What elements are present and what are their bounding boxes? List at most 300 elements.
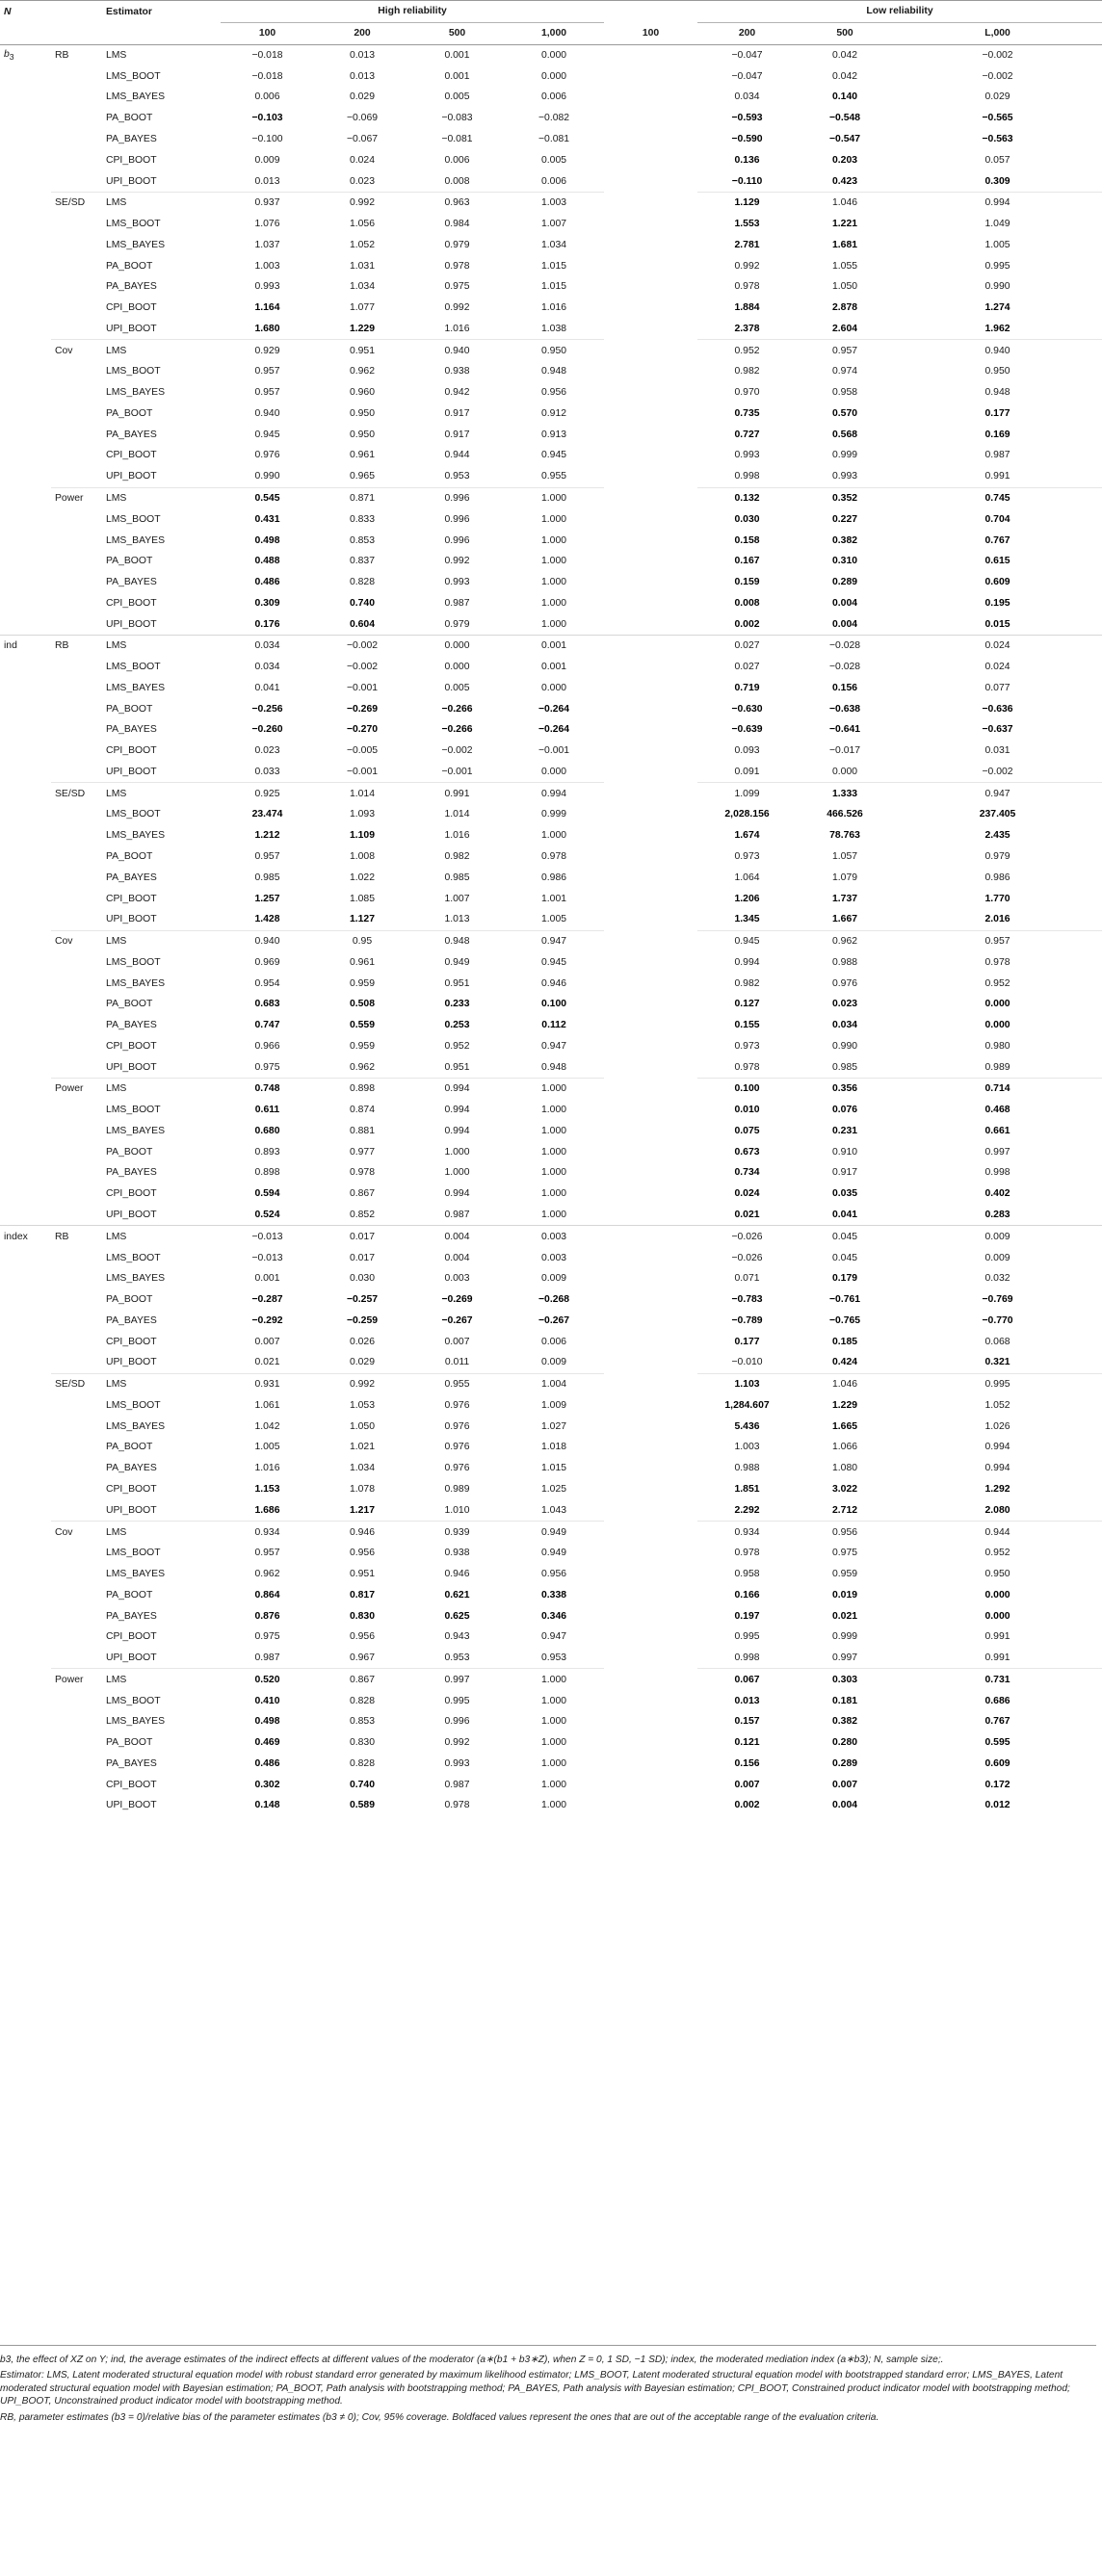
estimator-label: LMS [106,49,127,61]
value-cell: −0.638 [828,703,861,715]
value-cell: 1.027 [541,1420,567,1432]
estimator-label: LMS [102,340,221,361]
value-cell: 0.837 [349,556,375,567]
value-cell: 0.979 [984,851,1010,862]
value-cell: 0.005 [541,154,567,166]
value-cell: 0.000 [541,49,567,61]
column-gap [604,149,697,170]
value-cell: 0.976 [444,1463,470,1474]
value-cell: 0.944 [893,1522,1102,1543]
value-cell: 0.156 [832,682,858,693]
value-cell: 0.976 [444,1442,470,1453]
value-cell: 0.012 [984,1800,1010,1811]
estimator-label: CPI_BOOT [106,1483,157,1495]
value-cell: 0.002 [734,1800,760,1811]
value-cell: 0.976 [254,450,280,461]
value-cell: 0.828 [349,1757,375,1769]
value-cell: 0.132 [697,487,797,508]
value-cell: 0.958 [734,1569,760,1580]
sample-size-header: 200 [354,28,371,39]
value-cell: 0.017 [349,1252,375,1263]
value-cell: 0.934 [697,1522,797,1543]
value-cell: 0.000 [984,999,1010,1010]
column-gap [604,973,697,994]
value-cell: 0.024 [984,662,1010,673]
value-cell: 0.853 [349,1716,375,1728]
value-cell: 0.185 [832,1336,858,1347]
column-gap [604,1310,697,1331]
value-cell: 0.993 [444,577,470,588]
column-gap [604,1458,697,1479]
value-cell: 0.949 [504,1522,604,1543]
value-cell: 0.719 [734,682,760,693]
value-cell: 0.961 [349,956,375,968]
value-cell: 0.075 [734,1125,760,1136]
value-cell: 0.423 [832,175,858,187]
value-cell: 0.940 [893,340,1102,361]
column-gap [604,1669,697,1690]
value-cell: 0.994 [984,1442,1010,1453]
value-cell: 0.727 [734,429,760,440]
column-gap [604,1121,697,1142]
estimator-label: LMS_BOOT [106,219,161,230]
value-cell: 1.129 [697,192,797,213]
value-cell: 1.050 [832,281,858,293]
value-cell: −0.100 [251,133,283,144]
value-cell: 0.748 [221,1079,314,1100]
value-cell: 1.164 [254,302,280,314]
value-cell: −0.639 [731,724,763,736]
value-cell: 0.615 [984,556,1010,567]
value-cell: 1.014 [444,809,470,820]
value-cell: 0.158 [734,534,760,546]
value-cell: 0.026 [349,1336,375,1347]
value-cell: −0.256 [251,703,283,715]
column-gap [604,592,697,613]
table-row [0,1648,1102,1669]
table-row [0,1543,1102,1564]
column-gap [604,214,697,235]
value-cell: 1.000 [541,1695,567,1706]
value-cell: 0.949 [541,1548,567,1559]
criterion-label: RB [55,49,69,61]
value-cell: 0.957 [254,366,280,377]
table-row [0,1669,1102,1690]
value-cell: 0.431 [254,513,280,525]
value-cell: 0.021 [254,1357,280,1368]
value-cell: −0.001 [346,682,379,693]
value-cell: 0.686 [984,1695,1010,1706]
value-cell: 1.003 [734,1442,760,1453]
table-row [0,1289,1102,1311]
value-cell: 0.594 [254,1188,280,1200]
value-cell: 0.956 [541,1569,567,1580]
value-cell: 1.009 [541,1399,567,1411]
value-cell: 2.878 [832,302,858,314]
value-cell: 0.486 [254,1757,280,1769]
value-cell: 1.013 [444,914,470,925]
value-cell: 1.034 [349,1463,375,1474]
value-cell: 0.980 [984,1040,1010,1052]
column-gap [604,487,697,508]
table-row [0,65,1102,87]
value-cell: 0.033 [254,766,280,777]
table-row [0,192,1102,213]
value-cell: 1.099 [697,783,797,804]
table-row [0,318,1102,339]
value-cell: 0.893 [254,1146,280,1158]
column-gap [604,1437,697,1458]
value-cell: 0.830 [349,1610,375,1622]
value-cell: 0.121 [734,1737,760,1749]
estimator-label: CPI_BOOT [106,154,157,166]
column-gap [604,783,697,804]
estimator-label: LMS_BAYES [106,239,166,250]
column-gap [604,87,697,108]
estimator-label: PA_BAYES [106,1314,157,1326]
value-cell: 0.898 [254,1167,280,1179]
value-cell: 0.993 [734,450,760,461]
footnote-estimators: Estimator: LMS, Latent moderated structural equation model with robust standard error generated by maximum likelihood estimator; LMS_BOOT, Latent moderated structural equation model with bootstrapped standard error; LMS_BAYES, Latent moderated structural equation model with Bayesian estimation; PA_BOOT, Path analysis with bootstrapping method; PA_BAYES, Path analysis with Bayesian estimation; CPI_BOOT, Constrained product indicator model with bootstrapping method; UPI_BOOT, Unconstrained product indicator model with bootstrapping method. [0,2370,1070,2407]
value-cell: 1.000 [541,1146,567,1158]
value-cell: 0.013 [254,175,280,187]
value-cell: 0.007 [734,1779,760,1790]
value-cell: 1.103 [697,1373,797,1394]
value-cell: 0.994 [444,1125,470,1136]
column-gap [604,1015,697,1036]
value-cell: 0.034 [221,635,314,656]
value-cell: 0.181 [832,1695,858,1706]
value-cell: 0.985 [832,1061,858,1073]
value-cell: −0.630 [731,703,763,715]
column-gap [604,635,697,656]
value-cell: 0.714 [893,1079,1102,1100]
value-cell: 0.004 [444,1252,470,1263]
value-cell: 0.998 [734,1652,760,1664]
value-cell: 0.939 [410,1522,504,1543]
value-cell: 0.203 [832,154,858,166]
value-cell: 0.559 [349,1020,375,1031]
value-cell: −0.590 [731,133,763,144]
value-cell: 1.055 [832,260,858,272]
value-cell: 1.016 [254,1463,280,1474]
value-cell: 1.770 [984,893,1010,904]
value-cell: 1.066 [832,1442,858,1453]
estimator-label: CPI_BOOT [106,450,157,461]
table-row [0,635,1102,656]
table-row [0,1395,1102,1417]
value-cell: 0.978 [984,956,1010,968]
table-row [0,1732,1102,1754]
value-cell: −0.026 [731,1252,763,1263]
value-cell: 0.309 [254,597,280,609]
value-cell: 0.975 [444,281,470,293]
value-cell: 0.045 [832,1252,858,1263]
table-row [0,1162,1102,1184]
table-row [0,149,1102,170]
value-cell: 0.625 [444,1610,470,1622]
value-cell: 2.712 [832,1504,858,1516]
value-cell: −0.005 [346,745,379,757]
table-row [0,1141,1102,1162]
sample-size-header: 100 [258,28,276,39]
value-cell: 0.956 [349,1548,375,1559]
value-cell: 0.993 [444,1757,470,1769]
value-cell: 1.667 [832,914,858,925]
value-cell: −0.069 [346,113,379,124]
table-row [0,909,1102,930]
estimator-label: CPI_BOOT [106,302,157,314]
column-gap [604,698,697,719]
value-cell: 0.996 [410,487,504,508]
value-cell: 0.948 [984,387,1010,399]
estimator-label: PA_BOOT [106,556,153,567]
table-row [0,1458,1102,1479]
value-cell: −0.765 [828,1314,861,1326]
column-gap [604,1626,697,1648]
value-cell: 0.945 [697,930,797,951]
value-cell: 0.007 [254,1336,280,1347]
value-cell: 0.990 [984,281,1010,293]
column-gap [604,1079,697,1100]
column-gap [604,340,697,361]
value-cell: 0.954 [254,977,280,989]
column-gap [604,1100,697,1121]
value-cell: 0.999 [832,450,858,461]
value-cell: 1.025 [541,1483,567,1495]
table-row [0,1522,1102,1543]
value-cell: 0.987 [984,450,1010,461]
value-cell: 0.032 [984,1273,1010,1285]
value-cell: 0.029 [349,1357,375,1368]
value-cell: 0.956 [541,387,567,399]
value-cell: 0.156 [734,1757,760,1769]
estimator-label: LMS_BOOT [106,1695,161,1706]
table-footnotes [0,2345,1096,2427]
value-cell: 0.978 [541,851,567,862]
estimator-header: Estimator [106,6,152,17]
estimator-label: LMS [102,1226,221,1247]
estimator-label: PA_BAYES [106,1757,157,1769]
value-cell: 1.077 [349,302,375,314]
value-cell: 1.000 [541,577,567,588]
table-row [0,298,1102,319]
criterion-label: SE/SD [51,1373,102,1394]
table-row [0,1605,1102,1626]
value-cell: 0.604 [349,618,375,630]
estimator-label: PA_BOOT [106,1442,153,1453]
value-cell: 0.356 [797,1079,893,1100]
value-cell: 0.985 [444,872,470,883]
value-cell: 0.013 [734,1695,760,1706]
value-cell: 1.014 [314,783,410,804]
column-gap [604,1205,697,1226]
value-cell: 0.253 [444,1020,470,1031]
value-cell: 0.960 [349,387,375,399]
value-cell: 0.991 [410,783,504,804]
value-cell: 5.436 [734,1420,760,1432]
column-gap [604,994,697,1015]
value-cell: 0.989 [444,1483,470,1495]
value-cell: 0.957 [254,1548,280,1559]
column-gap [604,108,697,129]
table-row [0,592,1102,613]
value-cell: 0.956 [797,1522,893,1543]
estimator-label: PA_BAYES [106,1463,157,1474]
value-cell: 0.948 [410,930,504,951]
value-cell: 0.990 [254,471,280,482]
value-cell: 0.227 [832,513,858,525]
value-cell: 1.000 [541,1757,567,1769]
estimator-label: PA_BOOT [106,1589,153,1600]
value-cell: 0.994 [734,956,760,968]
estimator-label: PA_BOOT [106,260,153,272]
estimator-label: CPI_BOOT [106,1040,157,1052]
value-cell: 0.991 [984,1631,1010,1643]
parameter-label: index [0,1226,51,1247]
value-cell: 0.031 [984,745,1010,757]
criterion-label: Power [51,487,102,508]
value-cell: −0.110 [731,175,763,187]
value-cell: 1.000 [541,597,567,609]
value-cell: 0.148 [254,1800,280,1811]
value-cell: 0.003 [504,1226,604,1247]
criterion-label: RB [51,1226,102,1247]
table-row [0,613,1102,635]
sample-size-header: L,000 [984,28,1010,39]
column-gap [604,466,697,487]
value-cell: −0.083 [441,113,473,124]
value-cell: 0.076 [832,1105,858,1116]
estimator-label: LMS_BAYES [106,1273,166,1285]
column-gap [604,424,697,445]
value-cell: 1.000 [444,1146,470,1158]
value-cell: 0.000 [541,766,567,777]
value-cell: 0.155 [734,1020,760,1031]
value-cell: 0.005 [444,91,470,103]
value-cell: 0.992 [444,1737,470,1749]
value-cell: −0.001 [538,745,570,757]
estimator-label: LMS [102,1522,221,1543]
value-cell: 1.221 [832,219,858,230]
value-cell: 0.952 [984,1548,1010,1559]
value-cell: 2.604 [832,323,858,334]
value-cell: −0.001 [441,766,473,777]
value-cell: −0.266 [441,703,473,715]
value-cell: −0.268 [538,1294,570,1306]
column-gap [604,530,697,551]
value-cell: 0.975 [254,1061,280,1073]
column-gap [604,508,697,530]
estimator-label: LMS [102,783,221,804]
value-cell: 1.080 [832,1463,858,1474]
value-cell: 1.229 [832,1399,858,1411]
value-cell: 0.233 [444,999,470,1010]
value-cell: 1.000 [541,1800,567,1811]
value-cell: 0.992 [314,1373,410,1394]
value-cell: 1.153 [254,1483,280,1495]
value-cell: 0.965 [349,471,375,482]
value-cell: 0.000 [984,1020,1010,1031]
value-cell: 0.925 [221,783,314,804]
value-cell: 0.967 [349,1652,375,1664]
table-row [0,1056,1102,1078]
value-cell: 0.166 [734,1589,760,1600]
column-gap [604,951,697,973]
value-cell: 1.031 [349,260,375,272]
table-row [0,108,1102,129]
column-gap [604,1795,697,1816]
value-cell: 0.004 [410,1226,504,1247]
value-cell: 0.956 [349,1631,375,1643]
value-cell: 0.057 [984,154,1010,166]
value-cell: 0.034 [832,1020,858,1031]
value-cell: 0.468 [984,1105,1010,1116]
value-cell: 0.917 [444,407,470,419]
value-cell: −0.266 [441,724,473,736]
value-cell: 0.992 [444,302,470,314]
column-gap [604,1690,697,1711]
value-cell: 0.95 [314,930,410,951]
results-body [0,44,1102,1816]
value-cell: 0.917 [832,1167,858,1179]
value-cell: 0.994 [410,1079,504,1100]
estimator-label: LMS_BAYES [106,1569,166,1580]
estimator-label: LMS_BAYES [106,830,166,842]
value-cell: 0.071 [734,1273,760,1285]
value-cell: 0.545 [221,487,314,508]
value-cell: 1.000 [541,1210,567,1221]
value-cell: 0.100 [697,1079,797,1100]
value-cell: 1.018 [541,1442,567,1453]
estimator-label: LMS_BAYES [106,1716,166,1728]
value-cell: 0.009 [254,154,280,166]
estimator-label: UPI_BOOT [106,1504,157,1516]
estimator-label: LMS_BAYES [106,977,166,989]
value-cell: 0.100 [541,999,567,1010]
value-cell: 0.001 [504,635,604,656]
table-row [0,508,1102,530]
value-cell: 0.950 [504,340,604,361]
value-cell: 0.041 [254,682,280,693]
value-cell: 0.498 [254,1716,280,1728]
value-cell: −0.789 [731,1314,763,1326]
value-cell: 0.984 [444,219,470,230]
column-gap [604,1184,697,1205]
value-cell: 1.680 [254,323,280,334]
value-cell: 0.953 [444,1652,470,1664]
value-cell: 0.767 [984,534,1010,546]
value-cell: 0.007 [832,1779,858,1790]
value-cell: 0.978 [349,1167,375,1179]
table-row [0,951,1102,973]
value-cell: 0.973 [734,1040,760,1052]
column-gap [604,192,697,213]
value-cell: 0.974 [832,366,858,377]
value-cell: 0.172 [984,1779,1010,1790]
value-cell: 0.945 [541,450,567,461]
value-cell: 1.000 [444,1167,470,1179]
value-cell: 1.042 [254,1420,280,1432]
value-cell: 0.912 [541,407,567,419]
value-cell: 0.000 [541,70,567,82]
value-cell: 0.029 [984,91,1010,103]
column-gap [604,1331,697,1352]
value-cell: 0.015 [984,618,1010,630]
value-cell: 0.994 [444,1105,470,1116]
value-cell: 0.990 [832,1040,858,1052]
estimator-label: PA_BOOT [106,999,153,1010]
